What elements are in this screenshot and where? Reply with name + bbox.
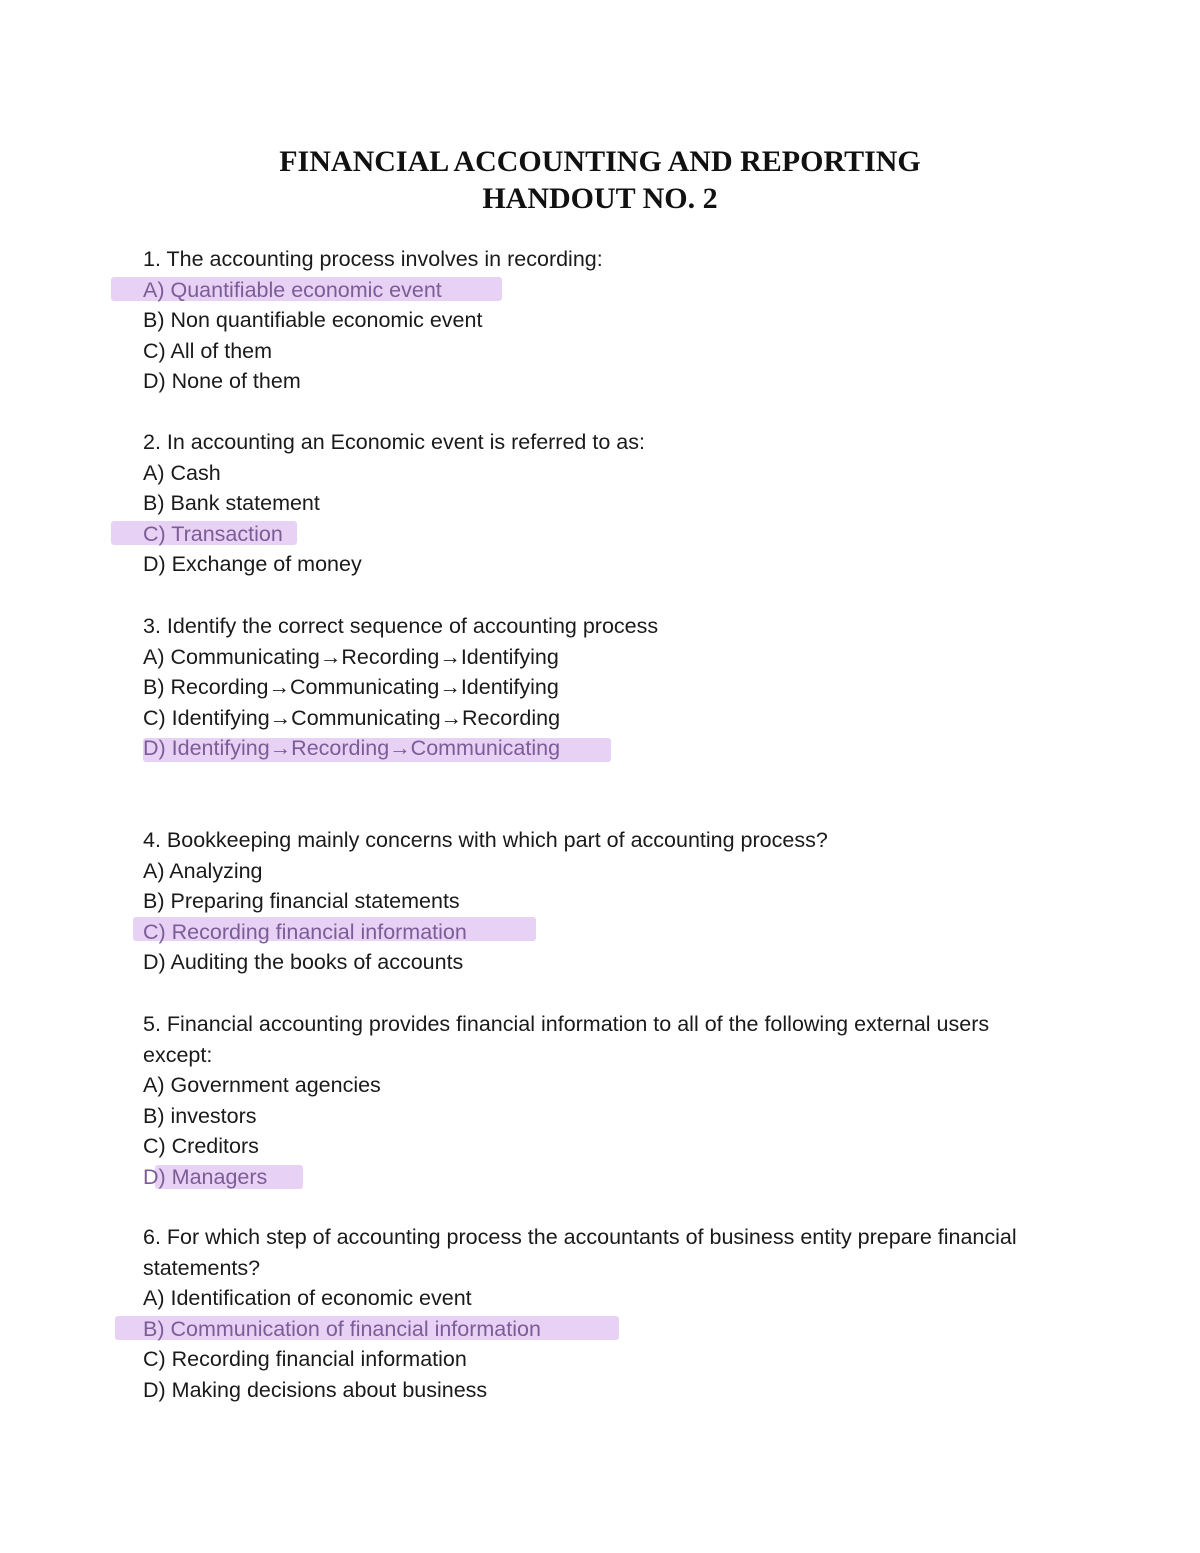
option-a <box>143 642 1023 673</box>
option-text: D) Managers <box>143 1164 268 1189</box>
option-text: A) Communicating→Recording→Identifying <box>143 644 559 669</box>
question-text: 3. Identify the correct sequence of accounting process <box>143 614 659 638</box>
option-c <box>143 917 1023 948</box>
question-4 <box>143 825 1023 978</box>
question-3 <box>143 611 1023 764</box>
option-text: D) None of them <box>143 369 301 393</box>
option-text: C) Transaction <box>143 521 283 546</box>
option-text: C) Creditors <box>143 1134 259 1158</box>
option-text: A) Cash <box>143 460 221 485</box>
option-text: A) Analyzing <box>143 858 263 883</box>
option-b <box>143 672 1023 703</box>
option-a <box>143 1070 1023 1101</box>
question-text: 2. In accounting an Economic event is referred to as: <box>143 430 645 454</box>
option-text: A) Government agencies <box>143 1073 381 1097</box>
option-text: B) investors <box>143 1103 257 1128</box>
option-a <box>143 856 1023 887</box>
option-text: A) Identification of economic event <box>143 1286 472 1310</box>
option-text: D) Identifying→Recording→Communicating <box>143 736 561 760</box>
option-d <box>143 366 1023 397</box>
option-d <box>143 1162 1023 1193</box>
question-6 <box>143 1222 1023 1405</box>
option-text: B) Preparing financial statements <box>143 889 460 913</box>
option-a <box>143 458 1023 489</box>
option-b <box>143 1101 1023 1132</box>
option-d <box>143 733 1023 764</box>
option-text: C) Recording financial information <box>143 919 467 944</box>
option-a <box>143 275 1023 306</box>
option-c <box>143 703 1023 734</box>
option-c <box>143 336 1023 367</box>
option-b <box>143 305 1023 336</box>
question-text: 4. Bookkeeping mainly concerns with which part of accounting process? <box>143 828 828 852</box>
question-2 <box>143 427 1023 580</box>
option-text: B) Communication of financial information <box>143 1316 541 1341</box>
document-subtitle: HANDOUT NO. 2 <box>482 182 718 215</box>
option-text: C) All of them <box>143 338 273 363</box>
document-title: FINANCIAL ACCOUNTING AND REPORTING <box>279 145 921 178</box>
option-c <box>143 1131 1023 1162</box>
question-1 <box>143 244 1023 397</box>
option-text: A) Quantifiable economic event <box>143 277 442 302</box>
option-text: B) Bank statement <box>143 491 320 515</box>
question-text: 6. For which step of accounting process the accountants of business entity prepare financial statements? <box>143 1225 1017 1280</box>
option-d <box>143 1375 1023 1406</box>
option-c <box>143 1344 1023 1375</box>
option-d <box>143 549 1023 580</box>
option-text: C) Identifying→Communicating→Recording <box>143 705 561 730</box>
option-text: B) Non quantifiable economic event <box>143 308 483 332</box>
option-text: D) Making decisions about business <box>143 1377 488 1402</box>
question-5 <box>143 1009 1023 1192</box>
option-text: C) Recording financial information <box>143 1347 467 1371</box>
option-b <box>143 886 1023 917</box>
option-text: B) Recording→Communicating→Identifying <box>143 675 559 699</box>
option-text: D) Auditing the books of accounts <box>143 950 464 974</box>
option-text: D) Exchange of money <box>143 552 362 576</box>
option-c <box>143 519 1023 550</box>
option-a <box>143 1283 1023 1314</box>
question-text: 5. Financial accounting provides financial information to all of the following external users except: <box>143 1012 990 1067</box>
question-text: 1. The accounting process involves in recording: <box>143 247 603 271</box>
option-b <box>143 488 1023 519</box>
option-b <box>143 1314 1023 1345</box>
option-d <box>143 947 1023 978</box>
